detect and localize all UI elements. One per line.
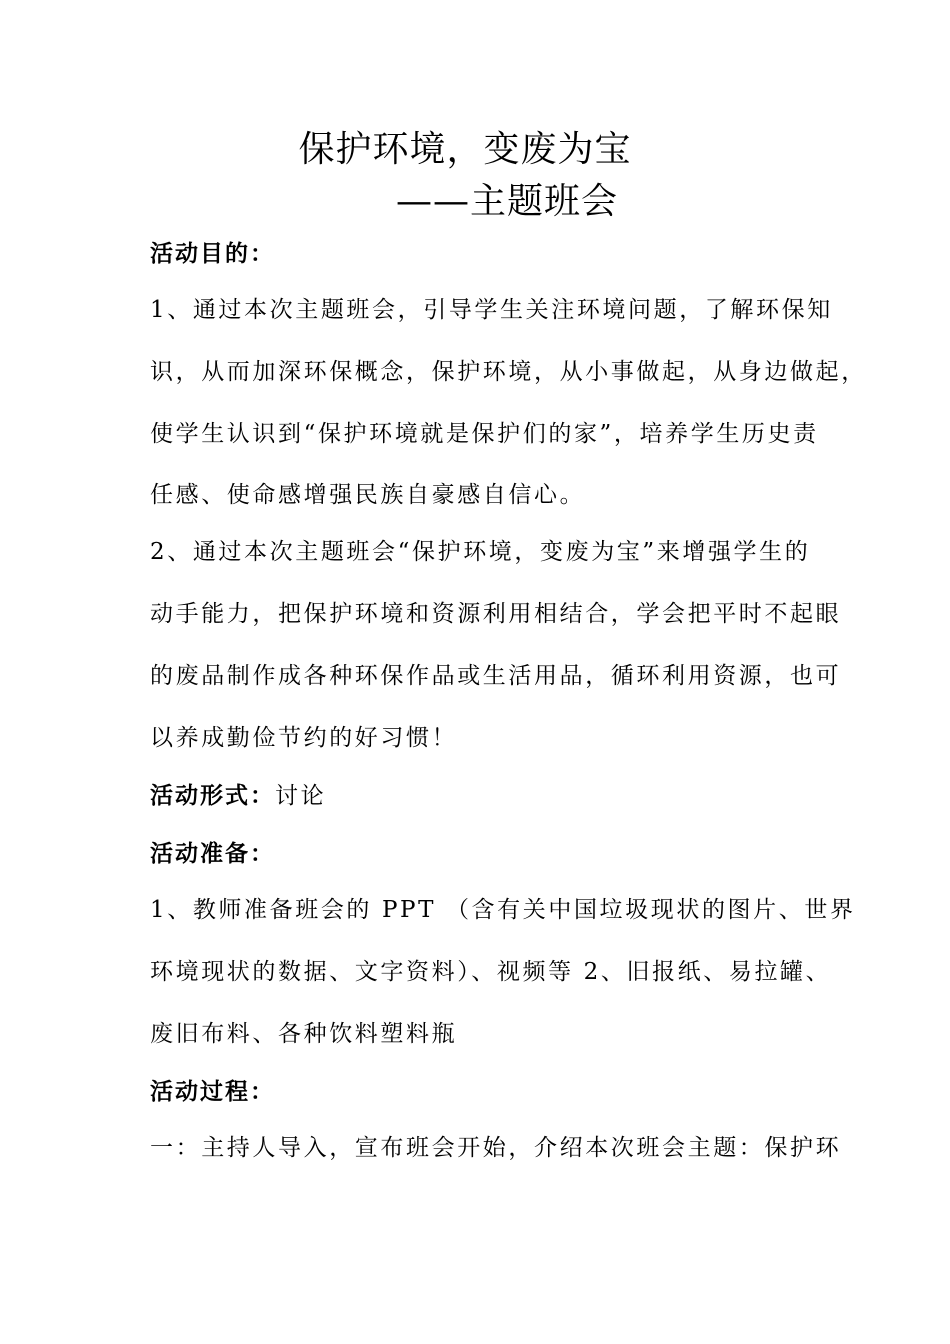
section-heading-form: 活动形式： — [150, 783, 275, 809]
purpose-line: 以养成勤俭节约的好习惯！ — [150, 725, 458, 751]
section-heading-process: 活动过程： — [150, 1079, 275, 1105]
document-subtitle: ——主题班会 — [396, 181, 619, 222]
section-form — [150, 780, 830, 812]
purpose-line: 的废品制作成各种环保作品或生活用品，循环利用资源，也可 — [150, 663, 842, 689]
document-title: 保护环境，变废为宝 — [298, 129, 632, 170]
process-line: 一：主持人导入，宣布班会开始，介绍本次班会主题：保护环 — [150, 1135, 842, 1161]
preparation-line: 1、教师准备班会的 PPT （含有关中国垃圾现状的图片、世界 — [150, 897, 856, 923]
purpose-line: 1、通过本次主题班会，引导学生关注环境问题，了解环保知 — [150, 297, 833, 323]
form-value: 讨论 — [275, 783, 327, 809]
purpose-line: 动手能力，把保护环境和资源利用相结合，学会把平时不起眼 — [150, 601, 842, 627]
preparation-line: 废旧布料、各种饮料塑料瓶 — [150, 1021, 458, 1047]
purpose-line: 2、通过本次主题班会“保护环境，变废为宝”来增强学生的 — [150, 539, 811, 565]
section-heading-preparation: 活动准备： — [150, 841, 275, 867]
purpose-line: 使学生认识到“保护环境就是保护们的家”，培养学生历史责 — [150, 421, 819, 447]
purpose-line: 识，从而加深环保概念，保护环境，从小事做起，从身边做起， — [150, 359, 867, 385]
section-heading-purpose: 活动目的： — [150, 241, 275, 267]
purpose-line: 任感、使命感增强民族自豪感自信心。 — [150, 482, 586, 508]
preparation-line: 环境现状的数据、文字资料）、视频等 2、旧报纸、易拉罐、 — [150, 959, 832, 985]
